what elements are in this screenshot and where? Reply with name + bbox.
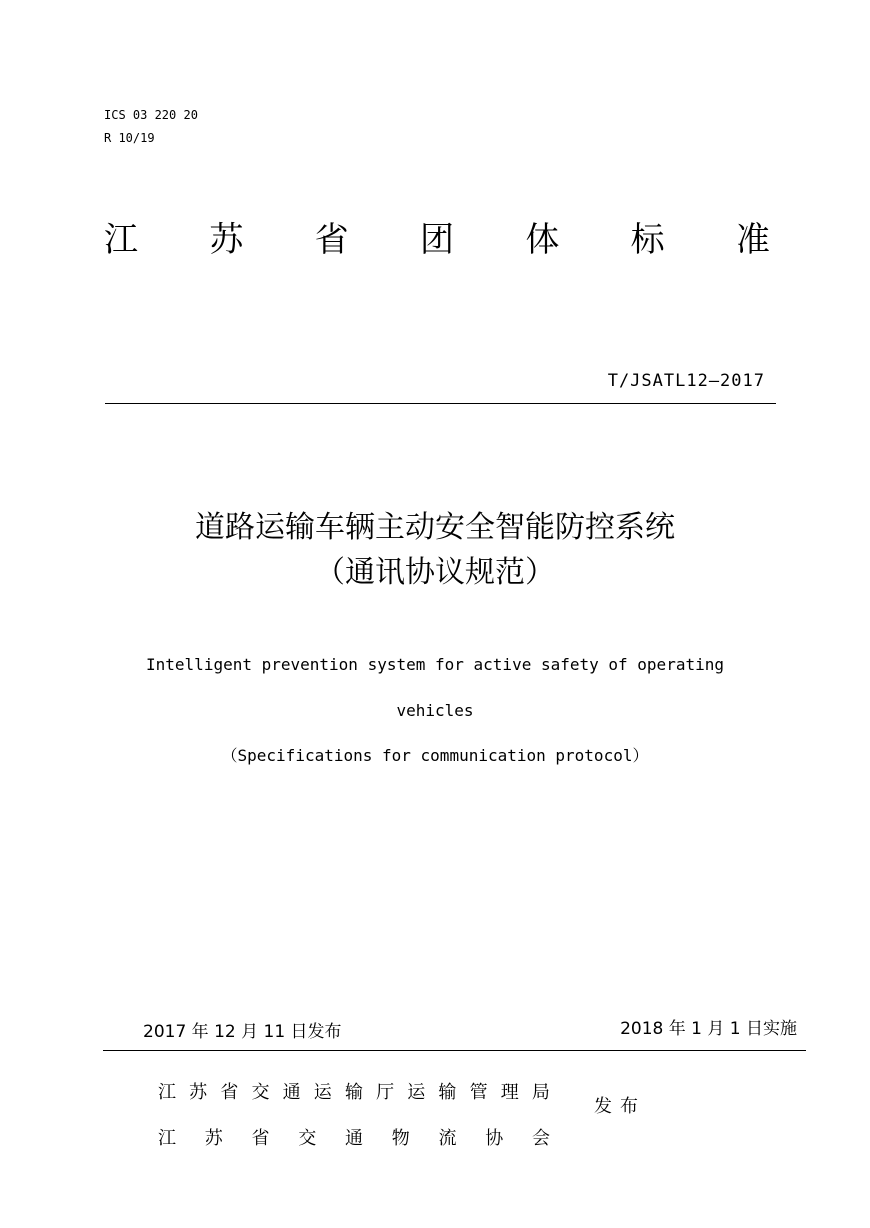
publish-label: 发布	[594, 1096, 646, 1117]
issuer-char: 物	[391, 1128, 410, 1149]
issuer-char: 输	[344, 1082, 363, 1103]
issuer-char: 交	[251, 1082, 270, 1103]
issuer-char: 省	[251, 1128, 270, 1149]
issuer-char: 通	[345, 1128, 363, 1149]
chinese-title-line-1: 道路运输车辆主动安全智能防控系统	[195, 510, 675, 545]
standard-type-char: 体	[525, 220, 560, 260]
standard-type-char: 准	[735, 220, 770, 260]
chinese-title-line-2: （通讯协议规范）	[315, 555, 555, 590]
implementation-date: 2018 年 1 月 1 日实施	[620, 1019, 797, 1039]
issuer-char: 运	[313, 1082, 332, 1103]
english-title-line-3: （Specifications for communication protocol）	[221, 746, 649, 765]
issuer-char: 苏	[204, 1128, 223, 1149]
issuer-char: 局	[531, 1082, 550, 1103]
standard-number: T/JSATL12—2017	[607, 371, 765, 391]
issuer-char: 协	[485, 1128, 504, 1149]
english-title-line-2: vehicles	[396, 701, 474, 720]
issuer-char: 理	[500, 1082, 519, 1103]
issuer-char: 通	[282, 1082, 301, 1103]
bottom-divider	[103, 1050, 806, 1051]
issuer-char: 交	[298, 1128, 317, 1149]
issuer-char: 流	[438, 1128, 457, 1149]
ics-code: ICS 03 220 20	[104, 108, 198, 122]
issue-date: 2017 年 12 月 11 日发布	[143, 1022, 342, 1042]
issuer-char: 厅	[376, 1082, 395, 1103]
issuer-char: 苏	[189, 1082, 208, 1103]
english-title-line-1: Intelligent prevention system for active safety of operating	[146, 655, 724, 674]
issuer-line-1	[158, 1079, 550, 1107]
issuer-char: 江	[158, 1128, 176, 1149]
standard-type-char: 标	[630, 220, 665, 260]
standard-type-heading	[104, 216, 770, 264]
standard-type-char: 江	[104, 220, 138, 260]
standard-type-char: 苏	[209, 220, 244, 260]
issuer-line-2	[158, 1125, 550, 1153]
issuer-char: 输	[438, 1082, 457, 1103]
top-divider	[105, 403, 776, 404]
issuer-char: 会	[532, 1128, 550, 1149]
issuer-char: 管	[469, 1082, 488, 1103]
standard-type-char: 省	[314, 220, 349, 260]
issuer-char: 运	[407, 1082, 426, 1103]
standard-type-char: 团	[419, 220, 454, 260]
issuer-char: 江	[158, 1082, 176, 1103]
classification-code: R 10/19	[104, 131, 155, 145]
issuer-char: 省	[220, 1082, 239, 1103]
